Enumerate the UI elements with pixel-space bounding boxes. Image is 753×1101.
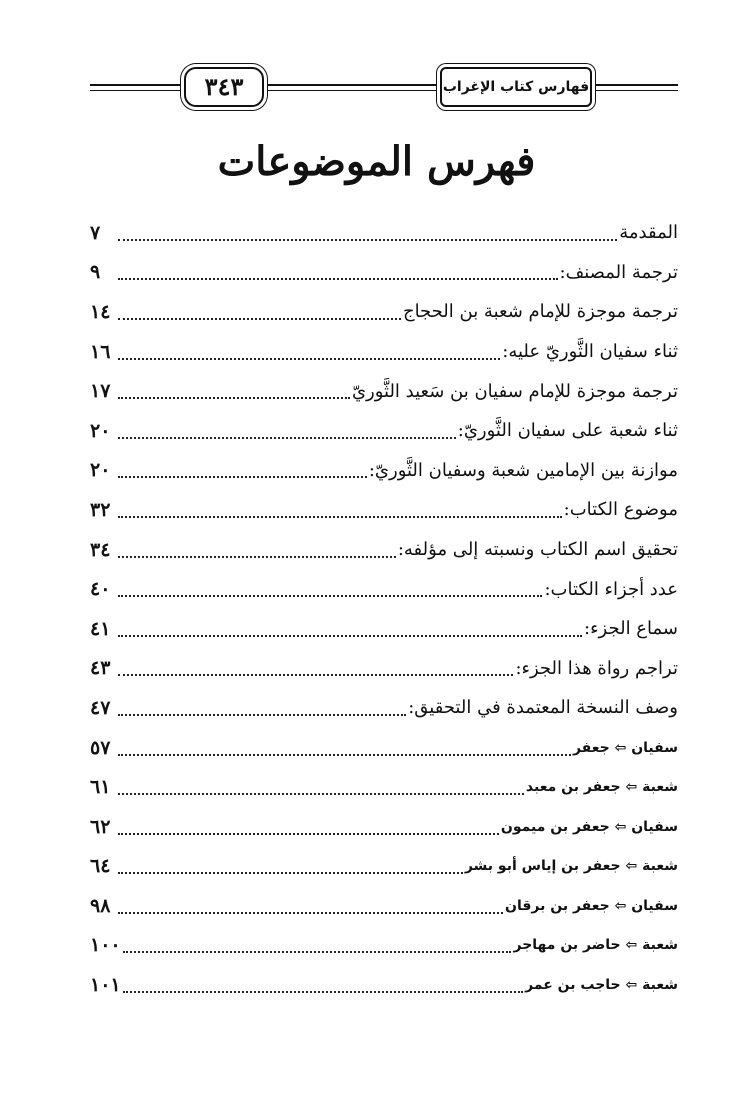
toc-entry	[90, 411, 678, 451]
toc-entry-page-number: ٦٤	[90, 855, 111, 878]
page-title: فهرس الموضوعات	[217, 138, 536, 185]
toc-entry-page-number: ٤٠	[90, 578, 111, 601]
page-header	[90, 50, 678, 120]
toc-entry-title: ثناء سفيان الثَّوريّ عليه:	[502, 341, 678, 363]
toc-entry	[90, 451, 678, 491]
toc-entry	[90, 292, 678, 332]
dot-leader	[118, 793, 524, 795]
dot-leader	[118, 397, 350, 399]
toc-entry-title: وصف النسخة المعتمدة في التحقيق:	[408, 697, 678, 719]
dot-leader	[118, 872, 463, 874]
toc-entry-title: شعبة ⇦ حاجب بن عمر	[525, 977, 678, 994]
toc-entry	[90, 767, 678, 807]
toc-entry-page-number: ٢٠	[90, 459, 111, 482]
dot-leader	[118, 437, 456, 439]
table-of-contents	[90, 213, 678, 1005]
toc-entry-page-number: ٢٠	[90, 419, 111, 442]
toc-entry-page-number: ٧	[90, 221, 101, 244]
toc-entry-page-number: ٩	[90, 261, 101, 284]
dot-leader	[118, 833, 499, 835]
toc-entry-title: شعبة ⇦ حاضر بن مهاجر	[513, 937, 678, 954]
toc-entry-title: تحقيق اسم الكتاب ونسبته إلى مؤلفه:	[397, 539, 678, 561]
toc-entry-title: ترجمة موجزة للإمام شعبة بن الحجاج	[402, 301, 678, 323]
toc-entry-page-number: ٣٢	[90, 498, 111, 521]
toc-entry	[90, 371, 678, 411]
toc-entry-title: ترجمة المصنف:	[559, 261, 678, 283]
toc-entry	[90, 688, 678, 728]
toc-entry	[90, 569, 678, 609]
toc-entry-title: موازنة بين الإمامين شعبة وسفيان الثَّوريّ:	[368, 459, 678, 481]
toc-entry	[90, 728, 678, 768]
dot-leader	[118, 476, 367, 478]
toc-entry	[90, 649, 678, 689]
toc-entry-title: تراجم رواة هذا الجزء:	[515, 657, 678, 679]
toc-entry-page-number: ٩٨	[90, 894, 111, 917]
dot-leader	[118, 516, 562, 518]
toc-entry	[90, 609, 678, 649]
toc-entry-title: سماع الجزء:	[584, 618, 678, 640]
dot-leader	[118, 635, 582, 637]
toc-entry-page-number: ٥٧	[90, 736, 111, 759]
toc-entry	[90, 530, 678, 570]
toc-entry	[90, 847, 678, 887]
toc-entry	[90, 490, 678, 530]
toc-entry	[90, 926, 678, 966]
page-number: ٣٤٣	[204, 72, 244, 101]
toc-entry-title: عدد أجزاء الكتاب:	[544, 578, 678, 600]
dot-leader	[118, 912, 503, 914]
toc-entry	[90, 807, 678, 847]
toc-entry-title: المقدمة	[619, 222, 678, 244]
toc-entry-title: ثناء شعبة على سفيان الثَّوريّ:	[457, 420, 678, 442]
dot-leader	[118, 239, 617, 241]
toc-entry-page-number: ٤٧	[90, 696, 111, 719]
dot-leader	[118, 358, 500, 360]
toc-entry-page-number: ١٧	[90, 380, 111, 403]
toc-entry-page-number: ١٠١	[90, 974, 121, 997]
dot-leader	[118, 714, 406, 716]
toc-entry-page-number: ٤٣	[90, 657, 111, 680]
dot-leader	[118, 318, 401, 320]
dot-leader	[123, 991, 524, 993]
page-number-frame	[184, 67, 264, 107]
book-title-frame	[440, 67, 592, 107]
toc-entry	[90, 886, 678, 926]
toc-entry-title: موضوع الكتاب:	[563, 499, 678, 521]
toc-entry-page-number: ٦١	[90, 776, 111, 799]
toc-entry	[90, 213, 678, 253]
toc-entry	[90, 332, 678, 372]
dot-leader	[123, 951, 512, 953]
toc-entry-title: سفيان ⇦ جعفر بن برقان	[505, 897, 678, 914]
book-title: فهارس كتاب الإغراب	[442, 79, 590, 95]
toc-entry	[90, 965, 678, 1005]
toc-entry-page-number: ٤١	[90, 617, 111, 640]
toc-entry-title: شعبة ⇦ جعفر بن معبد	[525, 779, 678, 796]
toc-entry-page-number: ٦٢	[90, 815, 111, 838]
toc-entry-title: سفيان ⇦ جعفر	[572, 739, 678, 756]
toc-entry-page-number: ١٤	[90, 300, 111, 323]
dot-leader	[118, 595, 542, 597]
toc-entry-title: سفيان ⇦ جعفر بن ميمون	[500, 818, 678, 835]
toc-entry	[90, 253, 678, 293]
dot-leader	[118, 556, 396, 558]
dot-leader	[118, 278, 558, 280]
dot-leader	[118, 754, 571, 756]
dot-leader	[118, 674, 513, 676]
toc-entry-title: ترجمة موجزة للإمام سفيان بن سَعيد الثَّوريّ	[351, 380, 678, 402]
toc-entry-page-number: ٣٤	[90, 538, 111, 561]
toc-entry-title: شعبة ⇦ جعفر بن إياس أبو بشر	[464, 858, 678, 875]
toc-entry-page-number: ١٦	[90, 340, 111, 363]
toc-entry-page-number: ١٠٠	[90, 934, 121, 957]
